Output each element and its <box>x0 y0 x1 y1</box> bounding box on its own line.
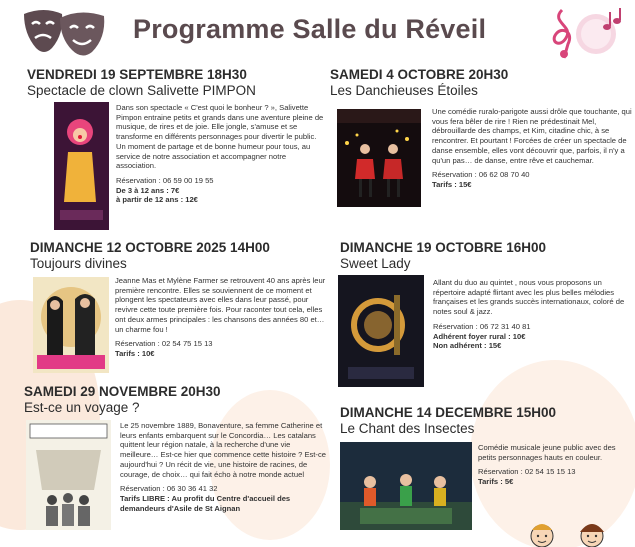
event-poster <box>33 277 109 373</box>
event-poster <box>54 102 109 230</box>
event-title: Les Danchieuses Étoiles <box>330 83 478 98</box>
event-date: DIMANCHE 19 OCTOBRE 16H00 <box>340 240 547 255</box>
event-description: Allant du duo au quintet , nous vous proposons un répertoire adapté flirtant avec les plus belles mélodies françaises et les grands succès internationaux, coloré de notes soul & jazz. <box>433 278 625 317</box>
event-title: Sweet Lady <box>340 256 411 271</box>
event-tarif: Adhérent foyer rural : 10€ <box>433 331 526 341</box>
event-description: Le 25 novembre 1889, Bonaventure, sa femme Catherine et leurs enfants embarquent sur le Concordia… Les catalans quittent leur région natale, à la recherche d'une vie meilleure… Est-ce hier que commence cette histoire ? Est-ce aujourd'hui ? Un récit de vie, une histoire de racines, de courage, de choix… qui fait écho à notre monde actuel <box>120 421 326 479</box>
event-title: Est-ce un voyage ? <box>24 400 140 415</box>
event-poster <box>338 275 424 387</box>
event-tarif: Non adhérent : 15€ <box>433 341 502 351</box>
event-title: Toujours divines <box>30 256 127 271</box>
event-date: SAMEDI 29 NOVEMBRE 20H30 <box>24 384 221 399</box>
event-date: VENDREDI 19 SEPTEMBRE 18H30 <box>27 67 247 82</box>
event-body <box>478 443 628 487</box>
event-description: Comédie musicale jeune public avec des petits personnages hauts en couleur. <box>478 443 616 462</box>
event-tarif: Tarifs LIBRE : Au profit du Centre d'accueil des demandeurs d'Asile de St Aignan <box>120 493 291 513</box>
event-header <box>340 405 556 436</box>
page-header <box>0 0 635 62</box>
event-body <box>432 107 632 190</box>
event-reservation: Réservation : 06 59 00 19 55 <box>116 175 214 185</box>
event-date: DIMANCHE 12 OCTOBRE 2025 14H00 <box>30 240 270 255</box>
event-date: SAMEDI 4 OCTOBRE 20H30 <box>330 67 509 82</box>
event-tarif: Tarifs : 5€ <box>478 477 514 487</box>
theatre-masks-icon <box>18 4 110 62</box>
event-reservation: Réservation : 06 30 36 41 32 <box>120 484 218 494</box>
event-body <box>120 421 330 513</box>
event-body <box>115 276 331 359</box>
event-header <box>30 240 270 271</box>
event-header <box>27 67 256 98</box>
page-title: Programme Salle du Réveil <box>133 14 487 44</box>
event-reservation: Réservation : 06 62 08 70 40 <box>432 170 530 180</box>
event-reservation: Réservation : 06 72 31 40 81 <box>433 321 531 331</box>
event-tarif: à partir de 12 ans : 12€ <box>116 195 198 205</box>
event-description: Jeanne Mas et Mylène Farmer se retrouvent 40 ans après leur première rencontre. Elles se souviennent de ce moment et plongent les spectateurs avec elles dans leur passé, pour revivre cette toute première fois. Pour raconter tout cela, elles ont deux armes principales : les chansons des années 80 et… un charme fou ! <box>115 276 326 334</box>
event-body <box>433 278 628 351</box>
event-title: Spectacle de clown Salivette PIMPON <box>27 83 256 98</box>
event-title: Le Chant des Insectes <box>340 421 475 436</box>
event-tarif: Tarifs : 15€ <box>432 179 472 189</box>
event-reservation: Réservation : 02 54 75 15 13 <box>115 339 213 349</box>
event-header <box>330 67 508 98</box>
event-header <box>340 240 546 271</box>
event-reservation: Réservation : 02 54 15 15 13 <box>478 467 576 477</box>
event-date: DIMANCHE 14 DECEMBRE 15H00 <box>340 405 557 420</box>
children-illustration <box>516 514 626 547</box>
event-tarif: De 3 à 12 ans : 7€ <box>116 185 180 195</box>
event-poster <box>26 420 111 530</box>
event-header <box>24 384 221 415</box>
music-note-icon <box>548 4 628 60</box>
event-poster <box>337 109 421 207</box>
event-tarif: Tarifs : 10€ <box>115 348 155 358</box>
event-poster <box>340 442 472 530</box>
event-description: Une comédie ruralo-parigote aussi drôle que touchante, qui vous fera bêler de rire ! Rien ne prédestinait Mel, débrouillarde des champs, et Kim, citadine chic, à se rencontrer. Et pourtant ! Forcées de créer un spectacle de danse ensemble, elles vont découvrir que, parfois, il n'y a qu'un pas… de danse, entre rêve et cauchemar. <box>432 107 632 165</box>
event-body <box>116 103 324 205</box>
event-description: Dans son spectacle « C'est quoi le bonheur ? », Salivette Pimpon entraine petits et grands dans une aventure pleine de musique, de rires et de joie. Elle jongle, s'amuse et se transforme en différents personnages pour divertir le public. Un moment de partage et de bonne humeur pour tous, au service de notre association et accompagner notre association. <box>116 103 324 171</box>
